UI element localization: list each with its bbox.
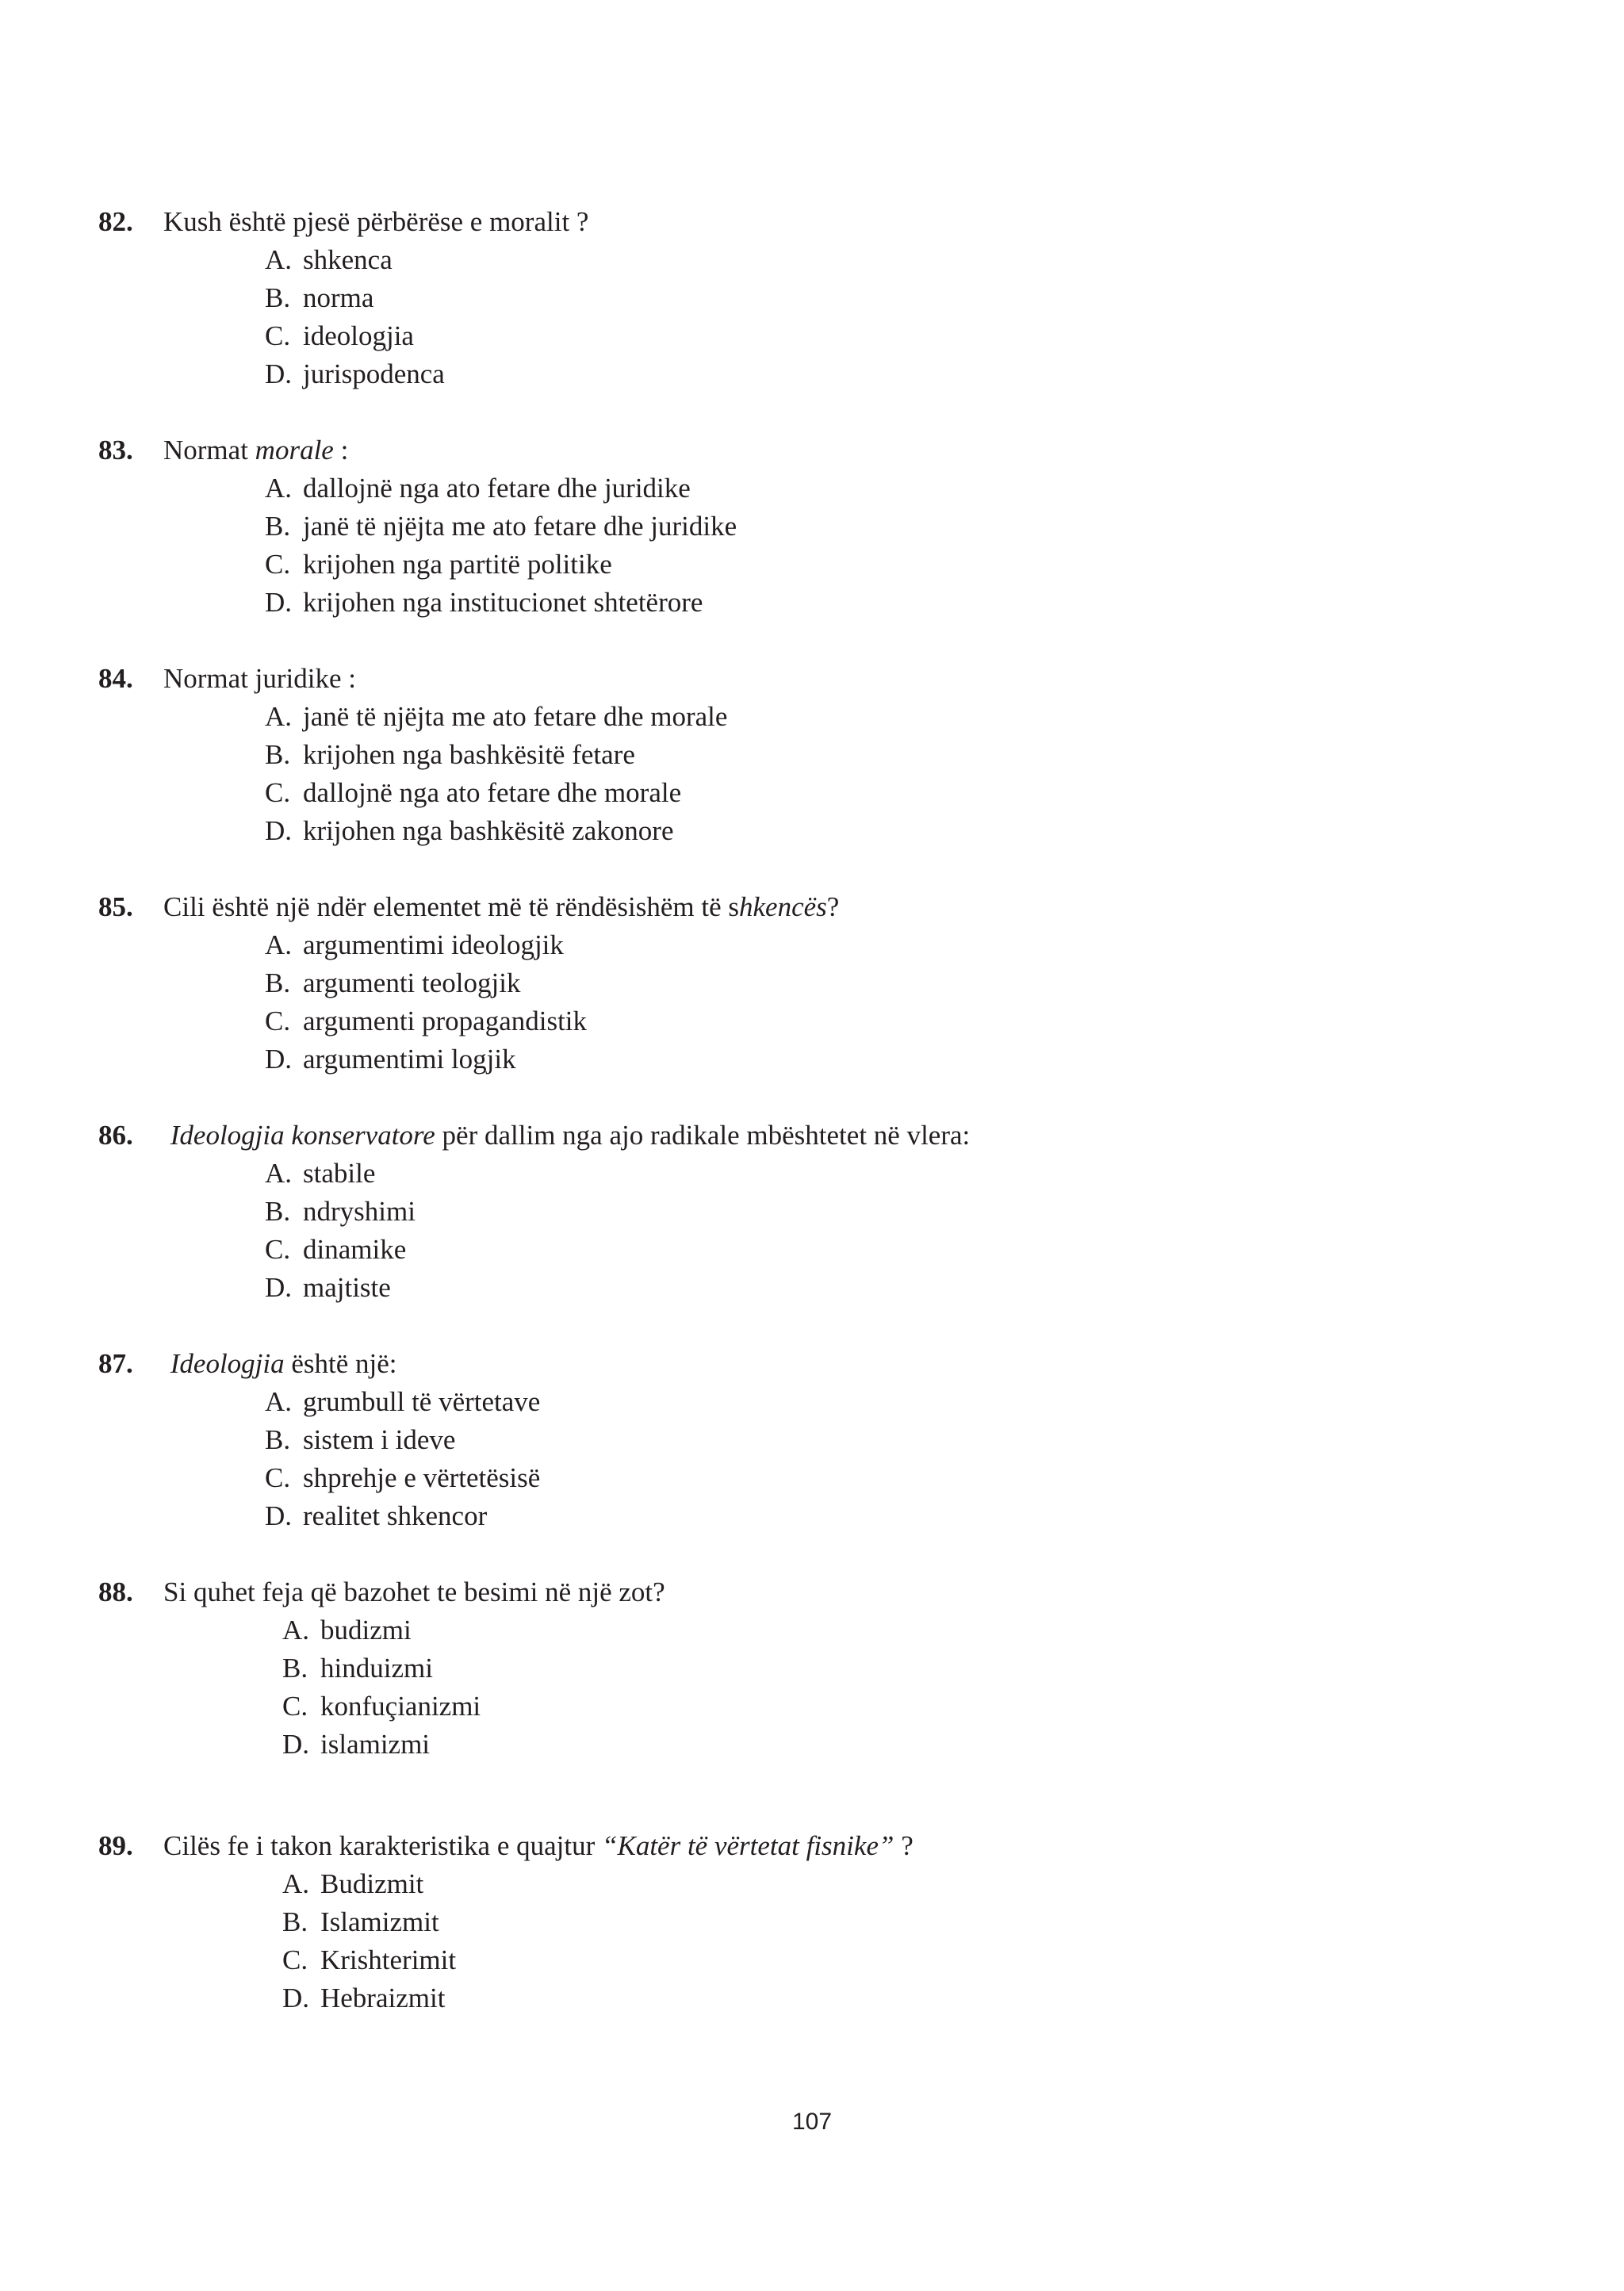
option-d [265, 355, 445, 393]
option-d [265, 584, 703, 622]
option-a [265, 926, 564, 964]
option-text: Hebraizmit [320, 1983, 446, 2013]
option-letter: C. [265, 1006, 291, 1036]
option-letter: B. [282, 1906, 308, 1937]
question-text: Cilës fe i takon karakteristika e quajtur [163, 1830, 603, 1861]
option-a [265, 1155, 375, 1193]
option-text: jurispodenca [303, 358, 445, 389]
option-d [265, 1040, 516, 1078]
option-letter: A. [282, 1868, 310, 1899]
option-text: krijohen nga partitë politike [303, 549, 612, 580]
option-text: argumentimi logjik [303, 1044, 516, 1075]
option-text: argumenti teologjik [303, 967, 521, 998]
option-letter: B. [265, 739, 291, 770]
question-number: 86. [98, 1120, 133, 1151]
option-text: shkenca [303, 244, 393, 275]
option-text: krijohen nga bashkësitë fetare [303, 739, 635, 770]
option-letter: C. [265, 777, 291, 808]
option-letter: C. [282, 1944, 308, 1975]
question-text [163, 1348, 170, 1379]
option-text: hinduizmi [320, 1653, 433, 1684]
option-text: dallojnë nga ato fetare dhe morale [303, 777, 682, 808]
option-c [282, 1941, 456, 1979]
option-text: krijohen nga institucionet shtetërore [303, 587, 703, 618]
option-c [282, 1688, 481, 1726]
option-letter: A. [265, 1158, 293, 1189]
option-letter: C. [265, 320, 291, 351]
question-text-suffix: ? [894, 1830, 914, 1861]
option-a [265, 1383, 540, 1421]
option-text: dallojnë nga ato fetare dhe juridike [303, 473, 691, 504]
question-stem [98, 1827, 914, 1865]
option-text: sistem i ideve [303, 1424, 456, 1455]
question-stem [98, 888, 839, 926]
question-number: 84. [98, 663, 133, 694]
option-d [282, 1979, 445, 2017]
page-number: 107 [791, 2109, 833, 2135]
option-text: argumentimi ideologjik [303, 929, 564, 960]
question-number: 89. [98, 1830, 133, 1861]
question-stem [98, 431, 348, 469]
question-text: Cili është një ndër elementet më të rëndësishëm të s [163, 891, 740, 922]
option-c [265, 546, 612, 584]
option-text: stabile [303, 1158, 376, 1189]
option-c [265, 774, 681, 812]
option-d [265, 812, 673, 850]
option-c [265, 1231, 406, 1269]
option-letter: C. [265, 549, 291, 580]
option-letter: C. [282, 1691, 308, 1722]
option-text: realitet shkencor [303, 1500, 488, 1531]
question-stem [98, 1345, 397, 1383]
option-text: Budizmit [320, 1868, 424, 1899]
option-a [265, 698, 727, 736]
option-b [265, 736, 635, 774]
option-text: ndryshimi [303, 1196, 416, 1227]
question-text: Normat [163, 435, 255, 465]
option-d [265, 1497, 487, 1535]
question-text: Si quhet feja që bazohet te besimi në një zot? [163, 1576, 665, 1607]
option-letter: D. [265, 1272, 293, 1303]
option-letter: B. [265, 967, 291, 998]
option-text: Islamizmit [320, 1906, 439, 1937]
question-text-italic: Ideologjia konservatore [170, 1120, 435, 1151]
option-b [265, 508, 737, 546]
option-d [265, 1269, 391, 1307]
option-a [265, 469, 691, 508]
question-text-italic: hkencës [739, 891, 827, 922]
question-stem [98, 660, 356, 698]
question-stem [98, 203, 588, 241]
option-letter: C. [265, 1234, 291, 1265]
option-b [265, 1421, 455, 1459]
option-letter: D. [265, 1500, 293, 1531]
question-text-suffix: : [333, 435, 349, 465]
option-text: konfuçianizmi [320, 1691, 481, 1722]
question-text-suffix: është një: [284, 1348, 397, 1379]
option-text: ideologjia [303, 320, 414, 351]
question-text-suffix: ? [826, 891, 840, 922]
option-letter: B. [265, 1424, 291, 1455]
option-letter: B. [265, 282, 291, 313]
option-letter: D. [265, 587, 293, 618]
option-letter: A. [265, 1386, 293, 1417]
option-text: janë të njëjta me ato fetare dhe juridike [303, 511, 737, 542]
option-b [265, 1193, 416, 1231]
option-b [265, 279, 373, 317]
question-text: Kush është pjesë përbërëse e moralit ? [163, 206, 589, 237]
option-a [265, 241, 393, 279]
option-text: Krishterimit [320, 1944, 457, 1975]
question-number: 83. [98, 435, 133, 465]
option-letter: A. [265, 929, 293, 960]
option-text: krijohen nga bashkësitë zakonore [303, 815, 674, 846]
option-text: norma [303, 282, 374, 313]
question-number: 87. [98, 1348, 133, 1379]
option-b [282, 1649, 433, 1688]
option-letter: C. [265, 1462, 291, 1493]
question-text-italic: “Katër të vërtetat fisnike” [602, 1830, 894, 1861]
option-letter: A. [265, 701, 293, 732]
question-text: Normat juridike : [163, 663, 357, 694]
option-text: islamizmi [320, 1729, 431, 1760]
option-b [282, 1903, 439, 1941]
option-a [282, 1611, 412, 1649]
question-number: 82. [98, 206, 133, 237]
option-text: budizmi [320, 1615, 412, 1645]
option-letter: A. [265, 244, 293, 275]
question-stem [98, 1573, 665, 1611]
option-letter: D. [282, 1729, 310, 1760]
option-a [282, 1865, 423, 1903]
question-text-italic: Ideologjia [170, 1348, 285, 1379]
question-stem [98, 1117, 970, 1155]
option-letter: D. [265, 815, 293, 846]
option-letter: B. [265, 1196, 291, 1227]
option-letter: D. [265, 358, 293, 389]
option-c [265, 1459, 540, 1497]
question-text-suffix: për dallim nga ajo radikale mbështetet në vlera: [435, 1120, 971, 1151]
option-text: dinamike [303, 1234, 407, 1265]
option-text: majtiste [303, 1272, 391, 1303]
option-letter: A. [282, 1615, 310, 1645]
option-letter: A. [265, 473, 293, 504]
option-c [265, 1002, 587, 1040]
option-text: grumbull të vërtetave [303, 1386, 541, 1417]
option-text: shprehje e vërtetësisë [303, 1462, 541, 1493]
option-d [282, 1726, 430, 1764]
option-letter: B. [282, 1653, 308, 1684]
question-text [163, 1120, 170, 1151]
question-number: 88. [98, 1576, 133, 1607]
option-c [265, 317, 414, 355]
option-letter: D. [265, 1044, 293, 1075]
question-text-italic: morale [255, 435, 334, 465]
option-text: argumenti propagandistik [303, 1006, 588, 1036]
question-number: 85. [98, 891, 133, 922]
option-text: janë të njëjta me ato fetare dhe morale [303, 701, 728, 732]
option-b [265, 964, 520, 1002]
option-letter: B. [265, 511, 291, 542]
option-letter: D. [282, 1983, 310, 2013]
